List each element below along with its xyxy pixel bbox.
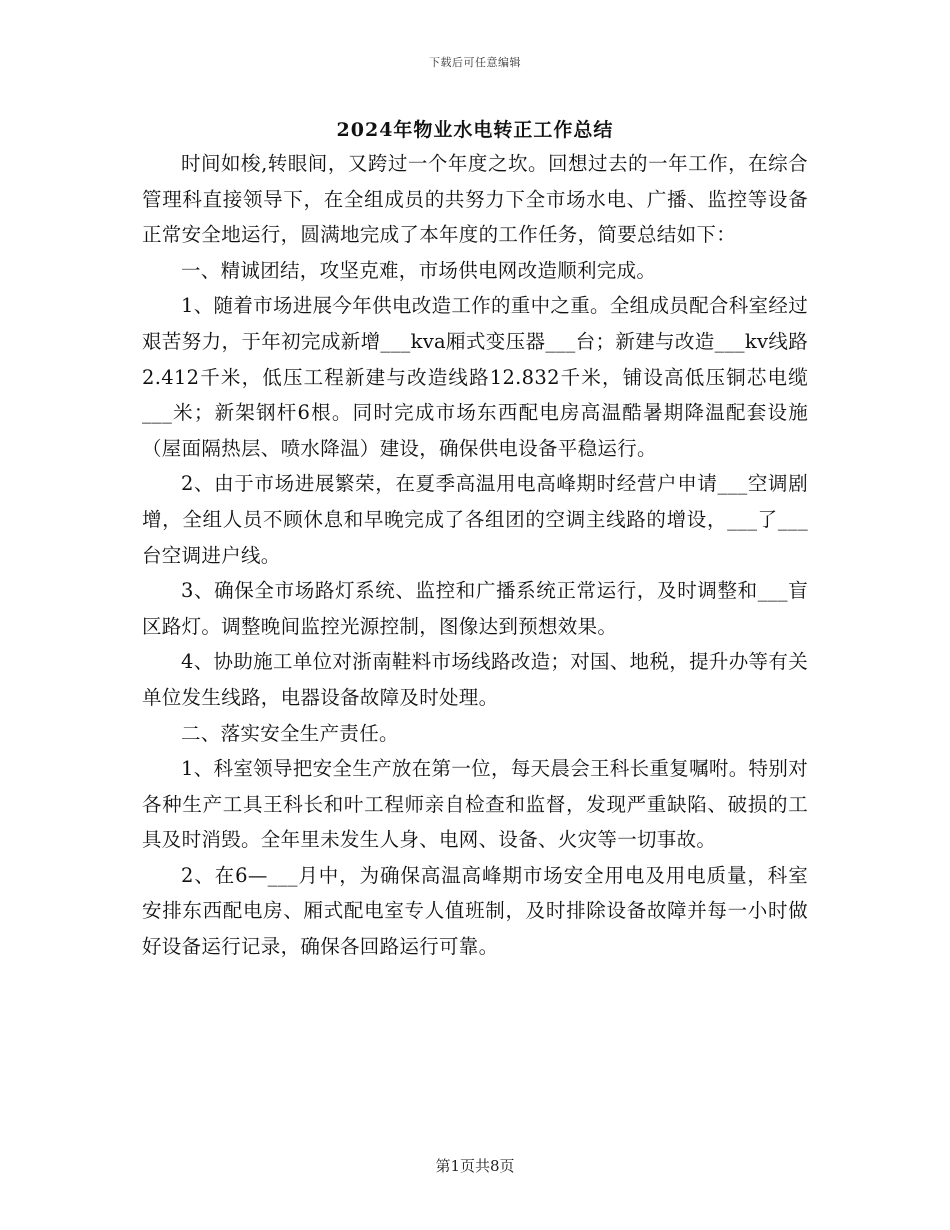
document-title: 2024年物业水电转正工作总结 <box>336 119 614 141</box>
paragraph-intro: 时间如梭,转眼间，又跨过一个年度之坎。回想过去的一年工作，在综合管理科直接领导下，在全组成员的共努力下全市场水电、广播、监控等设备正常安全地运行，圆满地完成了本年度的工作任务，简要总结如下： <box>142 152 808 247</box>
paragraph-section-1-item-1: 1、随着市场进展今年供电改造工作的重中之重。全组成员配合科室经过艰苦努力，于年初完成新增___kva厢式变压器___台；新建与改造___kv线路2.412千米，低压工程新建与改造线路12.832千米，铺设高低压铜芯电缆___米；新架钢杆6根。同时完成市场东西配电房高温酷暑期降温配套设施（屋面隔热层、喷水降温）建设，确保供电设备平稳运行。 <box>142 294 808 460</box>
document-body <box>142 146 808 965</box>
header-note: 下载后可任意编辑 <box>429 56 521 69</box>
paragraph-section-1-heading: 一、精诚团结，攻坚克难，市场供电网改造顺利完成。 <box>181 258 657 282</box>
paragraph-section-2-item-1: 1、科室领导把安全生产放在第一位，每天晨会王科长重复嘱咐。特别对各种生产工具王科长和叶工程师亲自检查和监督，发现严重缺陷、破损的工具及时消毁。全年里未发生人身、电网、设备、火灾等一切事故。 <box>142 757 808 852</box>
paragraph-section-1-item-4: 4、协助施工单位对浙南鞋料市场线路改造；对国、地税，提升办等有关单位发生线路，电器设备故障及时处理。 <box>142 650 808 709</box>
paragraph-section-2-heading: 二、落实安全生产责任。 <box>181 721 399 745</box>
paragraph-section-2-item-2: 2、在6—___月中，为确保高温高峰期市场安全用电及用电质量，科室安排东西配电房、厢式配电室专人值班制，及时排除设备故障并每一小时做好设备运行记录，确保各回路运行可靠。 <box>142 863 808 959</box>
paragraph-section-1-item-2: 2、由于市场进展繁荣，在夏季高温用电高峰期时经营户申请___空调剧增，全组人员不顾休息和早晚完成了各组团的空调主线路的增设，___了___台空调进户线。 <box>142 472 808 567</box>
page-number: 第1页共8页 <box>435 1157 515 1175</box>
paragraph-section-1-item-3: 3、确保全市场路灯系统、监控和广播系统正常运行，及时调整和___盲区路灯。调整晚间监控光源控制，图像达到预想效果。 <box>142 579 808 638</box>
